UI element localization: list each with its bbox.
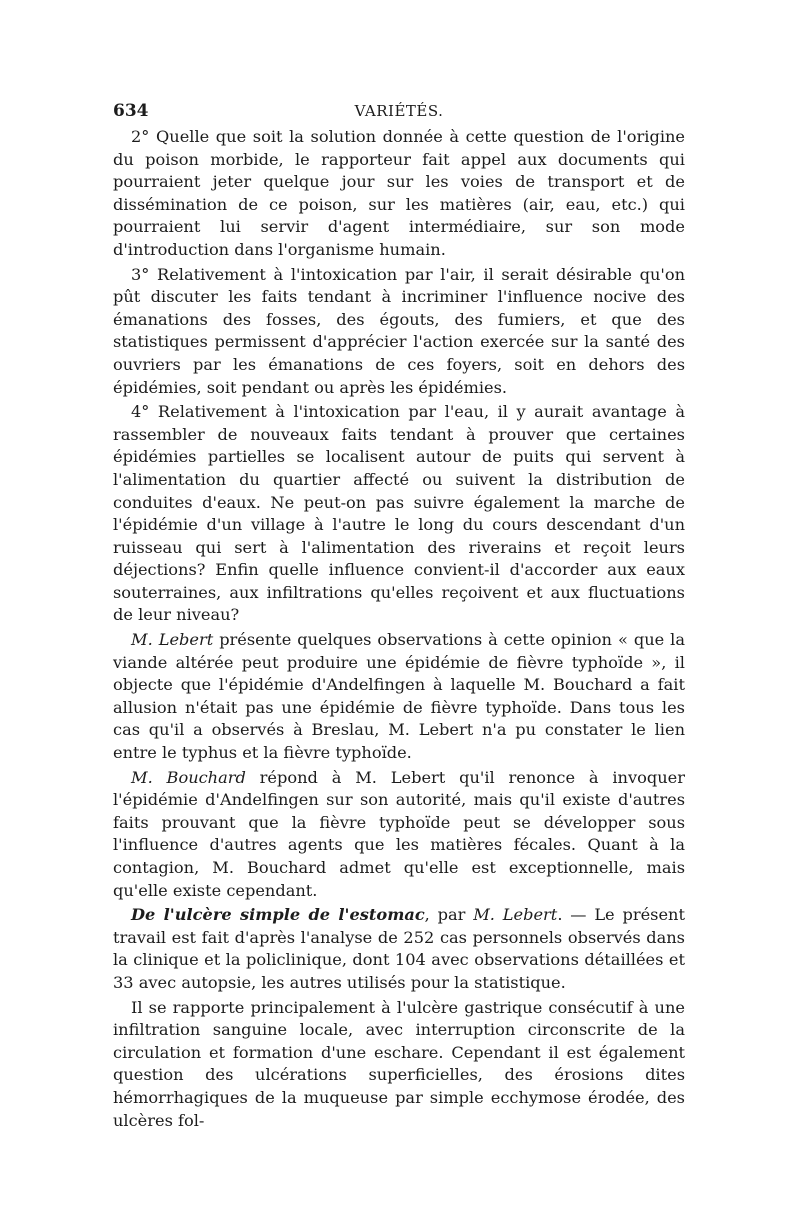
paragraph-ulcer-description: Il se rapporte principalement à l'ulcère gastrique consécutif à une infiltration sanguine locale, avec interruption circonscrite de la circulation et formation d'une eschare. Cependant il est également question des ulcérations superficielles, des érosions dites hémorrhagiques de la muqueuse par simple ecchymose érodée, des ulcères fol- [113,997,685,1130]
paragraph-air-water-origin: 2° Quelle que soit la solution donnée à cette question de l'origine du poison morbide, le rapporteur fait appel aux documents qui pourraient jeter quelque jour sur les voies de transport et de dissémination de ce poison, sur les matières (air, eau, etc.) qui pourraient lui servir d'agent intermédiaire, sur son mode d'introduction dans l'organisme humain. [113,127,685,259]
running-title: VARIÉTÉS. [354,102,444,120]
section-by: , par [424,905,474,925]
paragraph-text: présente quelques observations à cette opinion « que la viande altérée peut produire une épidémie de fièvre typhoïde », il objecte que l'épidémie d'Andelfingen à laquelle M. Bouchard a fait allusion n'était pas une épidémie de fièvre typhoïde. Dans tous les cas qu'il a observés à Breslau, M. Lebert n'a pu constater le lien entre le typhus et la fièvre typhoïde. [113,630,685,763]
paragraph-intoxication-water: 4° Relativement à l'intoxication par l'eau, il y aurait avantage à rassembler de nouveaux faits tendant à prouver que certaines épidémies partielles se localisent autour de puits qui servent à l'alimentation du quartier affecté ou suivent la distribution de conduites d'eaux. Ne peut-on pas suivre également la marche de l'épidémie d'un village à l'autre le long du cours descendant d'un ruisseau qui sert à l'alimentation des riverains et reçoit leurs déjections? Enfin quelle influence convient-il d'accorder aux eaux souterraines, aux infiltrations qu'elles reçoivent et aux fluctuations de leur niveau? [113,402,685,625]
paragraph-ulcer-section [113,904,685,994]
speaker-name: M. Bouchard [131,767,246,787]
section-dash: . — [557,905,595,925]
speaker-name: M. Lebert [131,630,214,650]
paragraph-intoxication-air: 3° Relativement à l'intoxication par l'air, il serait désirable qu'on pût discuter les faits tendant à incriminer l'influence nocive des émanations des fosses, des égouts, des fumiers, et que des statistiques permissent d'apprécier l'action exercée sur la santé des ouvriers par les émanations de ces foyers, soit en dehors des épidémies, soit pendant ou après les épidémies. [113,264,685,397]
page [113,98,685,1134]
section-title: De l'ulcère simple de l'estomac [131,905,425,925]
section-author: M. Lebert [473,905,558,925]
paragraph-bouchard-reply [113,767,685,903]
paragraph-lebert-observations [113,629,685,765]
body-text [113,126,685,1132]
running-head [113,98,685,124]
paragraph-text: répond à M. Lebert qu'il renonce à invoquer l'épidémie d'Andelfingen sur son autorité, mais qu'il existe d'autres faits prouvant que la fièvre typhoïde peut se développer sous l'influence d'autres agents que les matières fécales. Quant à la contagion, M. Bouchard admet qu'elle est exceptionnelle, mais qu'elle existe cependant. [113,767,685,900]
page-number: 634 [113,101,149,121]
paragraph-text: Le présent travail est fait d'après l'analyse de 252 cas personnels observés dans la clinique et la policlinique, dont 104 avec observations détaillées et 33 avec autopsie, les autres utilisés pour la statistique. [113,905,685,992]
